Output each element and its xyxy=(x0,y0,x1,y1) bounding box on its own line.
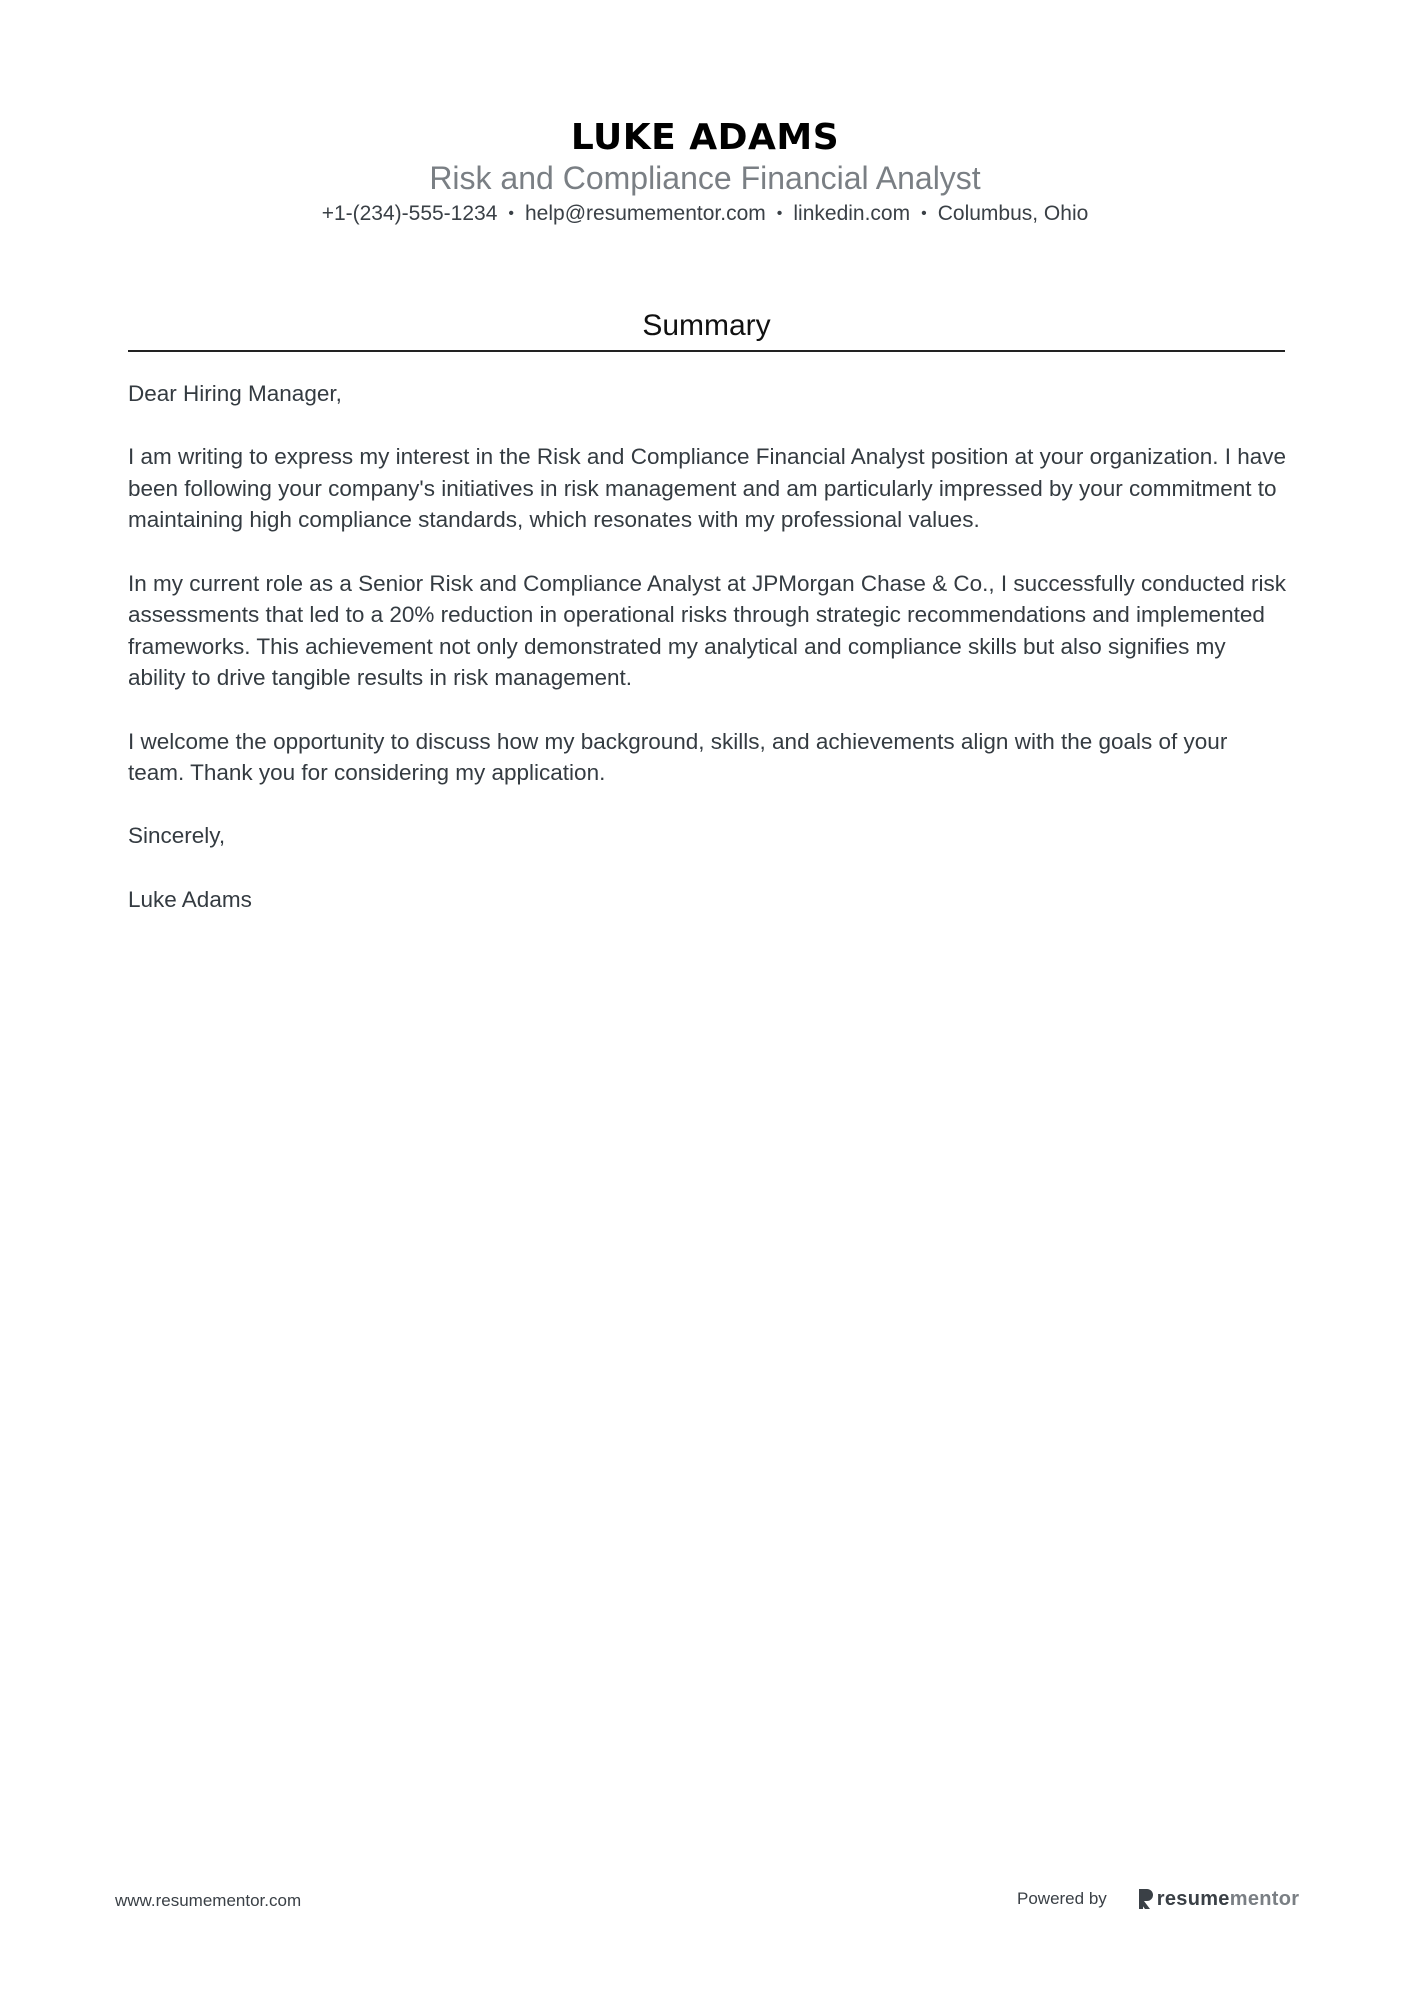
brand-name-bold: resume xyxy=(1156,1887,1230,1910)
brand-name xyxy=(1157,1888,1300,1911)
footer-website: www.resumementor.com xyxy=(115,1891,302,1910)
letter-body xyxy=(128,378,1288,947)
linkedin: linkedin.com xyxy=(793,202,911,225)
contact-line xyxy=(0,200,1410,230)
resumementor-logo-icon xyxy=(1137,1888,1154,1910)
email: help@resumementor.com xyxy=(525,202,766,225)
paragraph: I welcome the opportunity to discuss how my background, skills, and achievements align with the goals of your team. Thank you for considering my application. xyxy=(128,728,1228,786)
paragraph: I am writing to express my interest in the Risk and Compliance Financial Analyst position at your organization. I have been following your company's initiatives in risk management and am particularly impressed by your commitment to maintaining high compliance standards, which resonates with my professional values. xyxy=(128,444,1287,533)
brand-name-light: mentor xyxy=(1229,1887,1300,1910)
location: Columbus, Ohio xyxy=(937,202,1089,225)
candidate-name: LUKE ADAMS xyxy=(570,117,840,158)
paragraph: In my current role as a Senior Risk and Compliance Analyst at JPMorgan Chase & Co., I successfully conducted risk assessments that led to a 20% reduction in operational risks through strategic recommendations and implemented frameworks. This achievement not only demonstrated my analytical and compliance skills but also signifies my ability to drive tangible results in risk management. xyxy=(128,570,1287,691)
section-divider xyxy=(128,350,1285,352)
separator-dot: • xyxy=(508,205,514,222)
powered-by-label: Powered by xyxy=(1017,1889,1107,1908)
brand-logo xyxy=(1137,1888,1300,1911)
separator-dot: • xyxy=(921,205,927,222)
job-title: Risk and Compliance Financial Analyst xyxy=(429,160,981,196)
phone: +1-(234)-555-1234 xyxy=(321,202,498,225)
separator-dot: • xyxy=(776,205,783,222)
greeting: Dear Hiring Manager, xyxy=(128,381,342,406)
section-title: Summary xyxy=(642,309,771,342)
signature: Luke Adams xyxy=(128,886,252,912)
header xyxy=(0,116,1410,230)
footer-branding xyxy=(1017,1884,1299,1914)
closing: Sincerely, xyxy=(128,823,226,849)
